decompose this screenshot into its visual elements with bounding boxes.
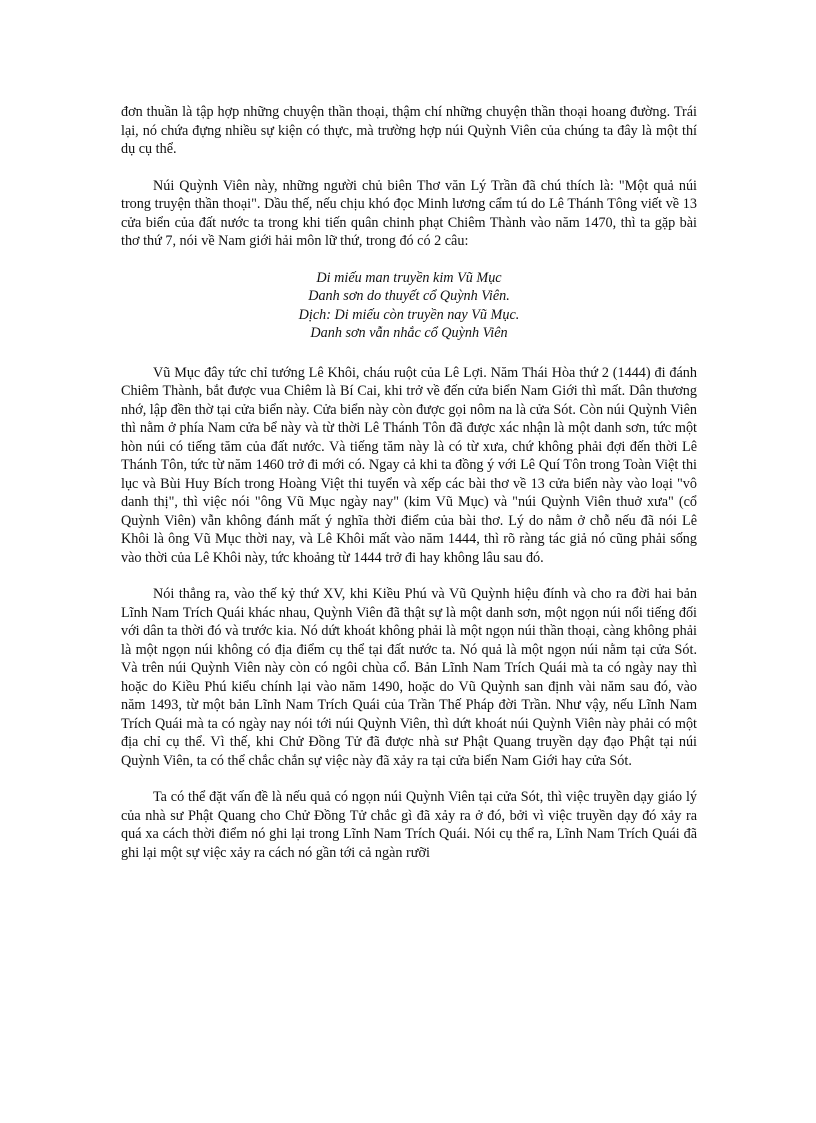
paragraph-3: Vũ Mục đây tức chỉ tướng Lê Khôi, cháu ruột của Lê Lợi. Năm Thái Hòa thứ 2 (1444) đi đánh Chiêm Thành, bắt được vua Chiêm là Bí Cai, khi trở về đến cửa biển Nam Giới thì mất. Dân thương nhớ, lập đền thờ tại cửa biển này. Cửa biển này còn được gọi nôm na là cửa Sót. Còn núi Quỳnh Viên thì nằm ở phía Nam cửa bể này và từ thời Lê Thánh Tôn đã được xác nhận là một danh sơn, tức một hòn núi có tiếng tăm của đất nước. Và tiếng tăm này là có từ xưa, chứ không phải đợi đến thời Lê Thánh Tôn, tức từ năm 1460 trở đi mới có. Ngay cả khi ta đồng ý với Lê Quí Tôn trong Toàn Việt thi lục và Bùi Huy Bích trong Hoàng Việt thi tuyển và xếp các bài thơ về 13 cửa biển này vào loại "vô danh thị", thì việc nói "ông Vũ Mục ngày nay" (kim Vũ Mục) và "núi Quỳnh Viên thuở xưa" (cổ Quỳnh Viên) vẫn không đánh mất ý nghĩa thời điểm của bài thơ. Lý do nằm ở chỗ nếu đã nói Lê Khôi là ông Vũ Mục thời nay, và Lê Khôi mất vào năm 1444, thì rõ ràng tác giả nó cũng phải sống vào thời của Lê Khôi này, tức khoảng từ 1444 trở đi hay không lâu sau đó. bbox=[121, 364, 697, 566]
poem-line-4: Danh sơn vẫn nhắc cổ Quỳnh Viên bbox=[310, 325, 508, 341]
paragraph-5: Ta có thể đặt vấn đề là nếu quả có ngọn núi Quỳnh Viên tại cửa Sót, thì việc truyền dạy giáo lý của nhà sư Phật Quang cho Chử Đồng Tử chắc gì đã xảy ra ở đó, bởi vì việc truyền dạy đó xảy ra quá xa cách thời điểm nó ghi lại trong Lĩnh Nam Trích Quái. Nói cụ thể ra, Lĩnh Nam Trích Quái đã ghi lại một sự việc xảy ra cách nó gần tới cả ngàn rưỡi bbox=[121, 789, 697, 861]
paragraph-1: đơn thuần là tập hợp những chuyện thần thoại, thậm chí những chuyện thần thoại hoang đường. Trái lại, nó chứa đựng nhiều sự kiện có thực, mà trường hợp núi Quỳnh Viên của chúng ta đây là một thí dụ cụ thể. bbox=[121, 104, 697, 157]
paragraph-2: Núi Quỳnh Viên này, những người chủ biên Thơ văn Lý Trần đã chú thích là: "Một quả núi trong truyện thần thoại". Dầu thế, nếu chịu khó đọc Minh lương cẩm tú do Lê Thánh Tông viết về 13 cửa biển của đất nước ta trong khi tiến quân chinh phạt Chiêm Thành vào năm 1470, thì ta gặp bài thơ thứ 7, nói về Nam giới hải môn lữ thứ, trong đó có 2 câu: bbox=[121, 177, 697, 249]
poem-line-1: Di miếu man truyền kim Vũ Mục bbox=[316, 269, 502, 286]
paragraph-4: Nói thẳng ra, vào thế kỷ thứ XV, khi Kiều Phú và Vũ Quỳnh hiệu đính và cho ra đời hai bản Lĩnh Nam Trích Quái khác nhau, Quỳnh Viên đã thật sự là một danh sơn, một ngọn núi nổi tiếng đối với dân ta thời đó và trước kia. Nó dứt khoát không phải là một ngọn núi thần thoại, càng không phải là một ngọn núi không có địa điểm cụ thể tại đất nước ta. Nó quả là một ngọn núi nằm tại cửa Sót. Và trên núi Quỳnh Viên này còn có ngôi chùa cổ. Bản Lĩnh Nam Trích Quái mà ta có ngày nay thì hoặc do Kiều Phú kiểu chính lại vào năm 1490, hoặc do Vũ Quỳnh san định vài năm sau đó, vào năm 1493, từ một bản Lĩnh Nam Trích Quái của Trần Thế Pháp đời Trần. Như vậy, nếu Lĩnh Nam Trích Quái mà ta có ngày nay nói tới núi Quỳnh Viên, thì dứt khoát núi Quỳnh Viên này phải có một địa chỉ cụ thể. Vì thế, khi Chử Đồng Tử đã được nhà sư Phật Quang truyền dạy đạo Phật tại núi Quỳnh Viên, ta có thể chắc chắn sự việc này đã xảy ra tại cửa biển Nam Giới hay cửa Sót. bbox=[121, 586, 697, 769]
poem-line-3: Dịch: Di miếu còn truyền nay Vũ Mục. bbox=[298, 306, 520, 323]
poem-line-2: Danh sơn do thuyết cổ Quỳnh Viên. bbox=[308, 288, 510, 304]
poem-block bbox=[121, 269, 697, 343]
document-page bbox=[121, 103, 697, 880]
